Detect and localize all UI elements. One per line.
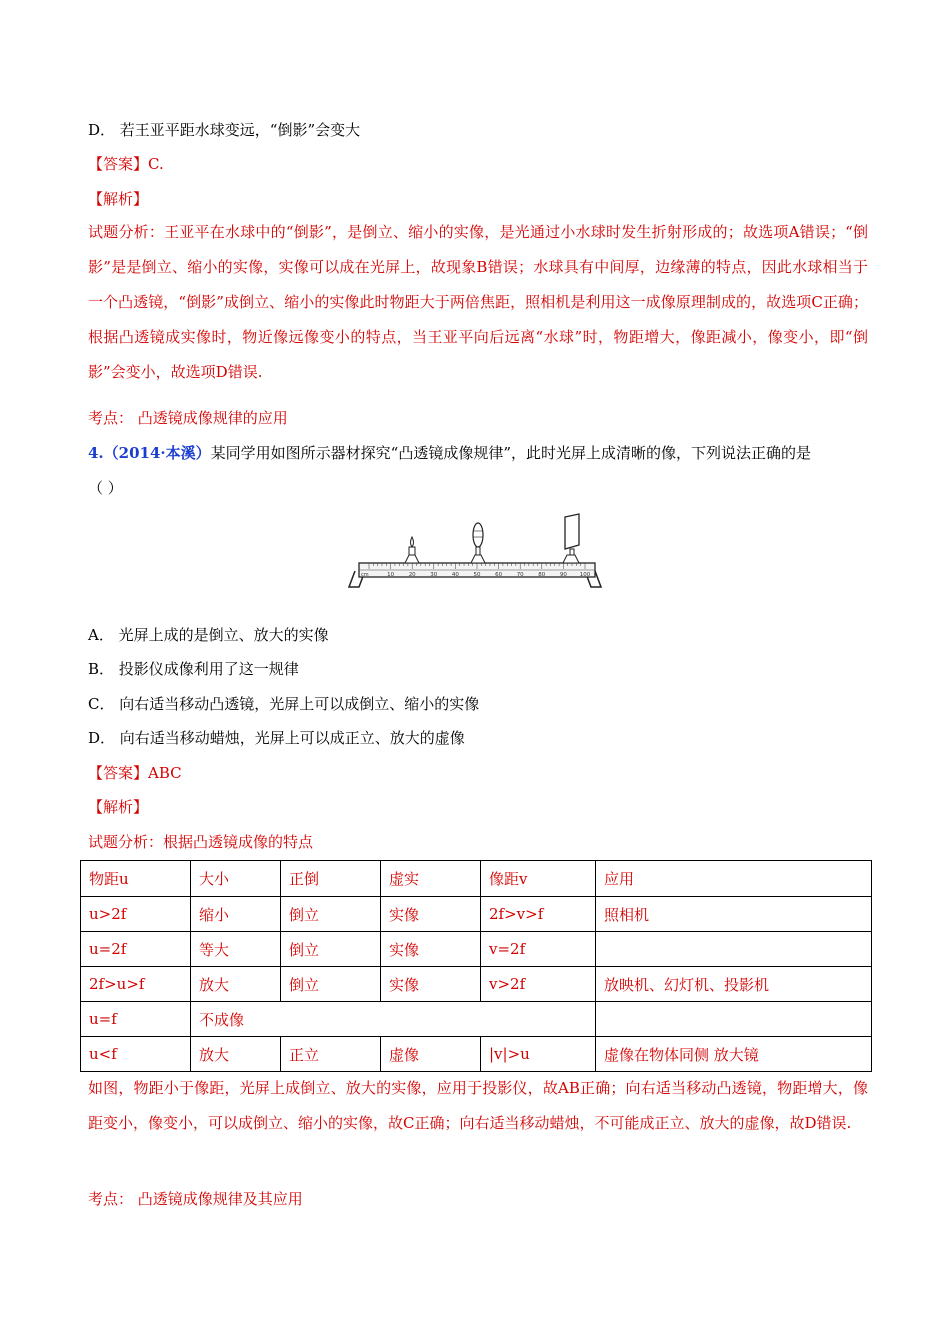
ruler-tick-label: 70	[516, 572, 524, 578]
table-cell: u=f	[81, 1002, 191, 1037]
table-cell: 放大	[191, 967, 281, 1002]
table-cell: 2f>u>f	[81, 967, 191, 1002]
table-cell: u<f	[81, 1037, 191, 1072]
table-cell: 倒立	[281, 932, 381, 967]
table-row	[81, 1002, 872, 1037]
table-cell: 虚像	[381, 1037, 481, 1072]
table-cell: 实像	[381, 967, 481, 1002]
ruler-tick-label: 50	[473, 572, 481, 578]
answer-value: C.	[148, 155, 164, 173]
table-cell: 2f>v>f	[481, 897, 596, 932]
candle-flame	[411, 537, 414, 547]
q4-analysis-label: 【解析】	[88, 798, 149, 816]
table-cell: 倒立	[281, 967, 381, 1002]
q3-analysis-label: 【解析】	[88, 190, 149, 208]
answer-label: 【答案】	[88, 764, 149, 782]
q3-kaodian: 考点： 凸透镜成像规律的应用	[88, 409, 288, 427]
q4-kaodian: 考点： 凸透镜成像规律及其应用	[88, 1190, 303, 1208]
ruler-tick-label: 20	[408, 572, 416, 578]
ruler-tick-label: 10	[387, 572, 395, 578]
screen-panel	[565, 514, 579, 549]
ruler-tick-label: 80	[538, 572, 546, 578]
q4-answer	[88, 763, 182, 783]
table-cell: 放映机、幻灯机、投影机	[596, 967, 872, 1002]
ruler-tick-label: 40	[451, 572, 459, 578]
table-cell: 实像	[381, 932, 481, 967]
q4-conclusion: 如图，物距小于像距，光屏上成倒立、放大的实像，应用于投影仪，故AB正确；向右适当移动凸透镜，物距增大，像距变小，像变小，可以成倒立、缩小的实像，故C正确；向右适当移动蜡烛，不可能成正立、放大的虚像，故D错误.	[88, 1079, 868, 1132]
header-cell: 应用	[596, 861, 872, 897]
table-header-row	[81, 861, 872, 897]
table-cell: 倒立	[281, 897, 381, 932]
table-cell	[596, 932, 872, 967]
table-cell: u>2f	[81, 897, 191, 932]
table-cell: 不成像	[191, 1002, 596, 1037]
header-cell: 像距v	[481, 861, 596, 897]
ruler-tick-label: 60	[495, 572, 503, 578]
lens-glass	[473, 523, 483, 547]
table-row	[81, 932, 872, 967]
candle-holder	[405, 555, 419, 563]
q3-answer	[88, 154, 164, 174]
ruler-tick-label: 30	[430, 572, 438, 578]
q4-bracket: （ ）	[88, 479, 123, 497]
table-row	[81, 897, 872, 932]
table-row	[81, 967, 872, 1002]
lens-holder	[471, 555, 485, 563]
header-cell: 大小	[191, 861, 281, 897]
table-cell: v=2f	[481, 932, 596, 967]
answer-value: ABC	[148, 764, 182, 782]
table-cell: 照相机	[596, 897, 872, 932]
q4-stem	[88, 443, 811, 463]
ruler-tick-label: 90	[559, 572, 567, 578]
screen-holder	[563, 555, 579, 563]
q4-option-b: B． 投影仪成像利用了这一规律	[88, 660, 299, 678]
lens-imaging-table	[80, 860, 872, 1072]
q3-analysis-text: 试题分析：王亚平在水球中的“倒影”，是倒立、缩小的实像，是光通过小水球时发生折射形成的；故选项A错误；“倒影”是是倒立、缩小的实像，实像可以成在光屏上，故现象B错误；水球具有中间厚，边缘薄的特点，因此水球相当于一个凸透镜，“倒影”成倒立、缩小的实像此时物距大于两倍焦距，照相机是利用这一成像原理制成的，故选项C正确；根据凸透镜成实像时，物近像远像变小的特点，当王亚平向后远离“水球”时，物距增大，像距减小，像变小，即“倒影”会变小，故选项D错误.	[88, 223, 868, 381]
table-cell: 虚像在物体同侧 放大镜	[596, 1037, 872, 1072]
table-cell: 放大	[191, 1037, 281, 1072]
q4-option-a: A． 光屏上成的是倒立、放大的实像	[88, 626, 329, 644]
q4-number: 4.	[88, 444, 104, 462]
q4-source: （2014·本溪）	[103, 444, 211, 462]
table-cell: |v|>u	[481, 1037, 596, 1072]
optical-bench-figure	[345, 513, 607, 593]
ruler-tick-label: 100	[579, 572, 591, 578]
candle	[405, 537, 419, 563]
table-row	[81, 1037, 872, 1072]
header-cell: 虚实	[381, 861, 481, 897]
table-cell: 实像	[381, 897, 481, 932]
ruler-unit-label: cm	[361, 572, 369, 578]
table-cell: 等大	[191, 932, 281, 967]
light-screen	[563, 514, 579, 563]
q3-option-d: D． 若王亚平距水球变远，“倒影”会变大	[88, 121, 361, 139]
header-cell: 正倒	[281, 861, 381, 897]
convex-lens	[471, 523, 485, 563]
q4-analysis-intro: 试题分析：根据凸透镜成像的特点	[88, 833, 314, 851]
table-cell: v>2f	[481, 967, 596, 1002]
header-cell: 物距u	[81, 861, 191, 897]
q4-option-c: C． 向右适当移动凸透镜，光屏上可以成倒立、缩小的实像	[88, 695, 480, 713]
table-cell: u=2f	[81, 932, 191, 967]
q4-option-d: D． 向右适当移动蜡烛，光屏上可以成正立、放大的虚像	[88, 729, 465, 747]
table-cell: 正立	[281, 1037, 381, 1072]
table-cell: 缩小	[191, 897, 281, 932]
q4-stem-text: 某同学用如图所示器材探究“凸透镜成像规律”，此时光屏上成清晰的像，下列说法正确的是	[210, 444, 811, 462]
answer-label: 【答案】	[88, 155, 149, 173]
table-cell	[596, 1002, 872, 1037]
